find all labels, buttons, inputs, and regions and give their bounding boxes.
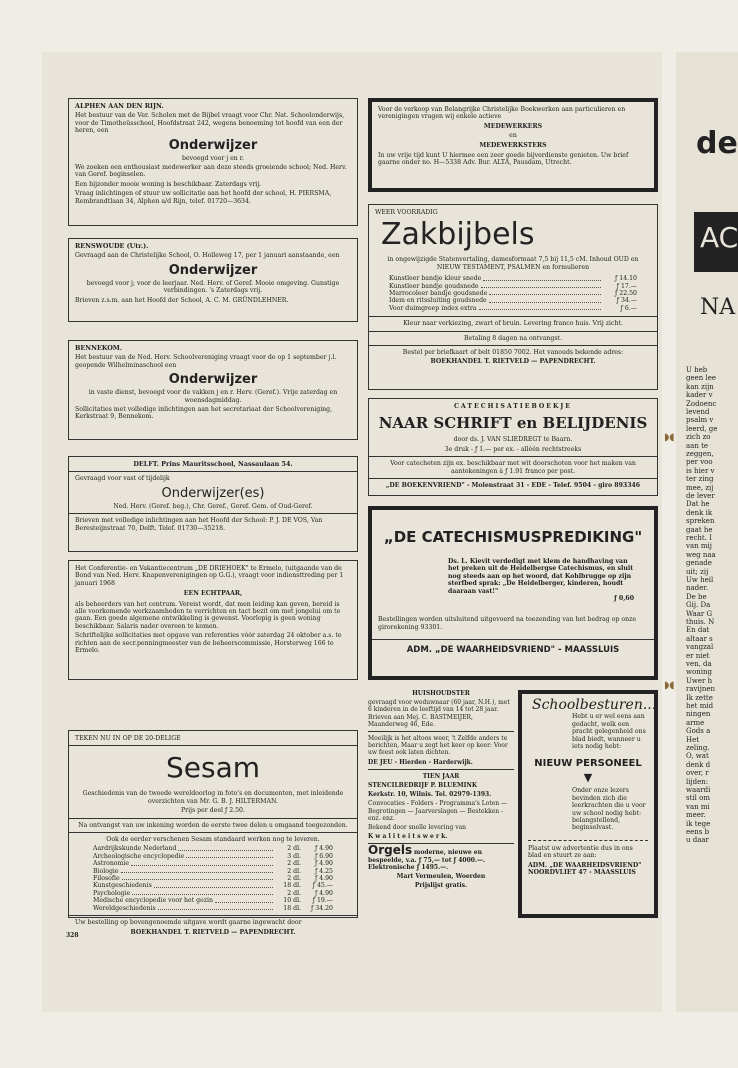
next-page-line: ningen — [686, 710, 711, 719]
ad-top: TEKEN NU IN OP DE 20-DELIGE — [75, 735, 181, 742]
ad-title: „DE CATECHISMUSPREDIKING" — [383, 528, 643, 546]
sesam-list — [93, 845, 333, 912]
ad-intro: Voor de verkoop van Belangrijke Christelijke Boekwerken aan particulieren en verenigingen vragen wij enkele actieve — [378, 106, 626, 121]
next-page-line: psalm v — [686, 416, 714, 425]
ad-address: Kerkstr. 10, Wilnis. Tel. 02979-1393. — [368, 791, 492, 799]
next-page-line: mee, zij — [686, 483, 714, 492]
ad-pay: Betaling 8 dagen na ontvangst. — [464, 334, 562, 342]
ad-title: HUISHOUDSTER — [412, 690, 470, 697]
next-page-line: denk ik — [686, 508, 713, 517]
ad-sub: in vaste dienst, bevoegd voor de vakken j en r. Herv. (Geref.). Vrije zaterdag en woensdagmiddag. — [88, 389, 338, 404]
item-vol: 10 dl. — [283, 897, 302, 905]
item-price: ƒ 19.— — [312, 897, 333, 905]
item-name: Kunstleer bandje goudsnede — [389, 282, 479, 290]
zak-list — [389, 275, 637, 312]
item-vol: 2 dl. — [287, 875, 302, 883]
ad-script: Schoolbesturen... — [532, 697, 657, 713]
ad-footer: Plaatst uw advertentie dus in ons blad en stuurt ze aan: — [528, 844, 633, 860]
sesam-item — [93, 860, 333, 867]
item-vol: 2 dl. — [287, 860, 302, 868]
next-page-line: uit; zij — [686, 567, 709, 576]
next-page-line: Gij. Da — [686, 601, 711, 610]
ad-desc: Geschiedenis van de tweede wereldoorlog in foto's en documenten, met inleidende overzichten van Mr. G. B. J. HILTERMAN. — [82, 790, 344, 805]
next-page-line: Waar G — [686, 609, 713, 618]
next-page-line: denk d — [686, 760, 711, 769]
ad-schoolbesturen — [518, 690, 658, 918]
next-page-line: altaar s — [686, 634, 713, 643]
ad-body: Een bijzonder mooie woning is beschikbaar. Zaterdags vrij. — [75, 180, 262, 188]
ad-order: Bestellingen worden uitsluitend uitgevoerd na toezending van het bedrag op onze girorekening 93301. — [378, 616, 637, 631]
item-price: ƒ 6.— — [620, 304, 637, 312]
item-vol: 2 dl. — [287, 889, 302, 897]
item-name: Kunstleer bandje kleur snede — [389, 275, 482, 283]
next-page-line: eens b — [686, 828, 710, 836]
next-page-line: thuis. N — [686, 618, 715, 626]
item-price: ƒ 14.10 — [615, 275, 637, 283]
item-name: Psychologie — [93, 889, 131, 897]
ad-body: moderne, nieuwe en bespeelde, v.a. ƒ 75,— tot ƒ 4000.—. Elektronische ƒ 1495.—. — [368, 849, 486, 871]
ad-zakbijbels — [368, 204, 658, 390]
ad-body: Convocaties - Folders - Programma's Loten — Begrotingen — Jaarverslagen — Bestekken - enz. enz. — [368, 800, 508, 822]
next-page-line: aan te — [686, 441, 709, 450]
ad-catechismusprediking — [368, 506, 658, 680]
ad-title: NIEUW PERSONEEL — [534, 758, 642, 770]
next-page-line: over, r — [686, 769, 709, 778]
ad-publisher: ADM. „DE WAARHEIDSVRIEND" NOORDVLIET 47 - MAASSLUIS — [528, 861, 642, 877]
next-page-line: ravijnen — [686, 685, 716, 694]
ad-body: Ds. L. Kievit verdedigt met klem de handhaving van het preken uit de Heidelbergse Catechismus, en sluit nog steeds aan op het woord, dat Kohlbrugge op zijn sterfbed sprak: „De Heidelberger, kinderen, houdt daaraan vast!" — [448, 558, 634, 595]
zak-item — [389, 297, 637, 304]
ad-sign: Mart Vermeulen, Woerden — [396, 873, 486, 881]
ad-body: In uw vrije tijd kunt U hiermee een zeer goede bijverdienste genieten. Uw brief gaarne onder no. H—5338 Adv. Bur. ALTA, Pausdam, Utrecht. — [378, 152, 629, 167]
ad-title: EEN ECHTPAAR, — [183, 590, 243, 598]
item-price: ƒ 4.90 — [314, 875, 333, 883]
next-page-line: weg naa — [686, 550, 716, 559]
sesam-item — [93, 875, 333, 882]
binding-mark-icon: ◗◖ — [664, 432, 675, 443]
ad-location: BENNEKOM. — [75, 344, 123, 352]
ad-title: Onderwijzer(es) — [161, 485, 265, 501]
next-page-line: is hier v — [686, 466, 715, 475]
next-page-line: zeling. — [686, 744, 710, 752]
ad-renswoude — [68, 238, 358, 322]
next-page-line: Ik zette — [686, 693, 713, 702]
next-page-title: NA — [700, 295, 736, 320]
ad-author: door ds. J. VAN SLIEDREGT te Baarn. — [453, 436, 573, 444]
ad-title: Onderwijzer — [168, 372, 258, 388]
item-name: Idem en ritssluiting goudsnede — [389, 297, 487, 305]
next-page-box-text: AC — [700, 221, 738, 254]
ad-tag: K w a l i t e i t s w e r k. — [368, 833, 448, 841]
ad-title: NAAR SCHRIFT en BELIJDENIS — [378, 414, 648, 433]
ad-intro: Het bestuur van de Ver. Scholen met de Bijbel vraagt voor Chr. Nat. Schoolonderwijs, voor de Timotheüsschool, Hoofdstraat 242, wegens benoeming tot hoofd van een der heren, een — [75, 112, 345, 135]
ad-publisher: BOEKHANDEL T. RIETVELD — PAPENDRECHT. — [130, 928, 296, 936]
sesam-item — [93, 868, 333, 875]
item-name: Marrocoleer bandje goudsnede — [389, 290, 488, 298]
zak-item — [389, 290, 637, 297]
next-page-line: Uw heil — [686, 576, 714, 584]
ad-title: Orgels — [368, 843, 413, 858]
next-page-line: En dat — [686, 626, 710, 635]
sesam-item — [93, 897, 333, 904]
next-page-line: lijden: — [686, 777, 709, 786]
ad-delft — [68, 456, 358, 552]
ad-top: CATECHISATIEBOEKJE — [454, 403, 572, 410]
next-page-line: arme — [686, 718, 705, 727]
item-price: ƒ 45.— — [312, 882, 333, 890]
ad-colors: Kleur naar verkiezing, zwart of bruin. Levering franco huis. Vrij zicht. — [403, 320, 623, 328]
ad-body: Onder onze lezers bevinden zich die leerkrachten die u voor uw school nodig hebt: belangstellend, beginselvast. — [572, 787, 646, 832]
ad-line: MEDEWERKERS — [483, 122, 543, 130]
ad-body: Schriftelijke sollicitaties met opgave van referenties vóór zaterdag 24 oktober a.s. te richten aan de secr.penningmeester van de beheerscommissie, Horsterweg 166 te Ermelo. — [75, 632, 342, 655]
ad-body: Brieven met volledige inlichtingen aan het Hoofd der School: P. J. DE VOS, Van Beresteijnstraat 70, Delft. Telef. 01730—35218. — [75, 517, 323, 532]
next-page-line: De be — [686, 592, 707, 601]
ad-body: We zoeken een enthousiast medewerker aan deze steeds groeiende school; Ned. Herv. van Geref. beginselen. — [75, 164, 347, 179]
item-price: ƒ 17.— — [616, 282, 637, 290]
ad-price: ƒ 0,60 — [614, 595, 634, 603]
sesam-item — [93, 905, 333, 912]
sesam-item — [93, 845, 333, 852]
item-vol: 18 dl. — [283, 904, 302, 912]
ad-note: Na ontvangst van uw inkening worden de eerste twee delen u omgaand toegezonden. — [78, 821, 348, 829]
ad-body: Vraag inlichtingen of stuur uw sollicitatie aan het hoofd der school, H. PIERSMA, Rembrandtlaan 34, Alphen a/d Rijn, telef. 01720—3634. — [75, 190, 332, 205]
next-page-line: woning — [686, 668, 712, 677]
ad-body: Voor catecheten zijn ex. beschikbaar met wit doorschoten voor het maken van aantekeningen à ƒ 1.91 franco per post. — [390, 460, 636, 475]
item-name: Archeologische encyclopedie — [93, 852, 185, 860]
ad-location: ALPHEN AAN DEN RIJN. — [75, 102, 164, 110]
ad-title: Sesam — [165, 751, 261, 785]
ad-line: MEDEWERKSTERS — [479, 141, 547, 149]
next-page-line: O, wat — [686, 752, 709, 761]
zak-item — [389, 283, 637, 290]
ad-sub: Ned. Herv. (Geref. beg.), Chr. Geref., Geref. Gem. of Oud-Geref. — [113, 502, 313, 510]
ad-note: Prijslijst gratis. — [414, 882, 468, 890]
item-name: Filosofie — [93, 875, 120, 883]
ad-location: DELFT. Prins Mauritsschool, Nassaulaan 54. — [133, 460, 293, 468]
item-vol: 18 dl. — [283, 882, 302, 890]
sesam-item — [93, 853, 333, 860]
ad-title: Onderwijzer — [168, 262, 258, 278]
item-price: ƒ 34.— — [616, 297, 637, 305]
next-page-line: u daar — [686, 836, 709, 845]
item-name: Biologie — [93, 867, 119, 875]
ad-edition: 3e druk - ƒ 1.— per ex. - alléén rechtstreeks — [444, 445, 582, 453]
next-page-line: nader. — [686, 584, 709, 593]
next-page-line: vangzal — [686, 643, 714, 652]
item-price: ƒ 4.90 — [314, 860, 333, 868]
binding-mark-icon: ◗◖ — [664, 680, 675, 691]
next-page-line: recht. I — [686, 534, 712, 542]
item-name: Voor duimgreep index extra — [389, 304, 477, 312]
ad-intro: Het bestuur van de Ned. Herv. Schoolvereniging vraagt voor de op 1 september j.l. geopende Wilhelminaschool een — [75, 354, 337, 369]
item-name: Wereldgeschiedenis — [93, 904, 156, 912]
ad-company: STENCILBEDRIJF P. BLUEMINK — [368, 782, 478, 790]
next-page-line: er niet — [686, 651, 710, 660]
next-page-line: spreken — [686, 517, 715, 526]
item-vol: 2 dl. — [287, 867, 302, 875]
next-page-line: Gods a — [686, 727, 711, 736]
ad-bennekom — [68, 340, 358, 440]
next-page-line: stil om — [686, 794, 710, 803]
next-page-line: waardi — [686, 786, 711, 794]
ad-order: Uw bestelling op bovengenoemde uitgave wordt gaarne ingewacht door — [75, 919, 302, 927]
ad-tag: Bekend door snelle levering van — [368, 824, 467, 832]
next-page-line: ik tege — [686, 819, 711, 828]
page-number: 328 — [66, 932, 79, 939]
ad-sign: DE JEU - Hierden - Harderwijk. — [368, 758, 473, 766]
ad-sub: bevoegd voor j en r. — [181, 154, 244, 162]
ad-body: Moeilijk is het altoos weer, 't Zelfde anders te berichten, Maar u zegt het keer op keer: Voor uw feest ook laten dichten. — [368, 735, 508, 757]
next-page-line: gaat he — [686, 525, 713, 534]
ad-title: TIEN JAAR — [422, 772, 460, 780]
item-price: ƒ 4.25 — [314, 867, 333, 875]
next-page-line: Het — [686, 735, 700, 744]
ad-publisher: „DE BOEKENVRIEND" - Molenstraat 31 - EDE - Telef. 9504 - giro 893346 — [385, 482, 641, 490]
ad-note2: Ook de eerder verschenen Sesam standaard werken nog te leveren. — [106, 836, 320, 844]
item-vol: 3 dl. — [287, 852, 302, 860]
ad-body: als beheerders van het centrum. Vereist wordt, dat men leiding kan geven, bereid is alle voorkomende werkzaamheden te verrichten en tact bezit om met jongelui om te gaan. Een goede algemene ontwikkeling is gewenst. Voorlopig is geen woning beschikbaar. Salaris nader overeen te komen. — [75, 600, 341, 630]
ad-top: WEER VOORRADIG — [375, 209, 438, 216]
ad-body: gevraagd voor weduwnaar (60 jaar, N.H.), met 6 kinderen in de leeftijd van 14 tot 28 jaar. Brieven aan Mej. C. BASTMEIJER, Maanderweg 46, Ede. — [368, 699, 510, 728]
next-page-line: Uwer h — [686, 676, 713, 685]
small-ads-column — [368, 690, 514, 920]
next-page-line: van mij — [686, 542, 712, 551]
ad-intro: Het Conferentie- en Vakantiecentrum „DE DRIEHOEK" te Ermelo, (uitgaande van de Bond van Ned. Herv. Knapenverenigingen op G.G.), vraagt voor indiensttreding per 1 januari 1968 — [75, 565, 344, 587]
next-page-line: ter zing — [686, 475, 714, 484]
ad-body: Sollicitaties met volledige inlichtingen aan het secretariaat der Schoolvereniging, Kerkstraat 9, Bennekom. — [75, 406, 333, 421]
ad-alphen — [68, 98, 358, 226]
next-page-line: van mi — [686, 802, 710, 811]
arrow-down-icon: ▼ — [583, 771, 593, 785]
next-page-line: meer. — [686, 811, 706, 820]
next-page-line: zeggen, — [686, 450, 714, 458]
ad-intro: Gevraagd aan de Christelijke School, O. Holleweg 17, per 1 januari aanstaande, een — [75, 252, 340, 260]
next-page-line: per voo — [686, 458, 713, 467]
item-name: Astronomie — [93, 860, 130, 868]
next-page-line: het mid — [686, 702, 714, 710]
next-page-line: zich zo — [686, 433, 711, 442]
ad-body: Hebt u er wel eens aan gedacht, welk een pracht gelegenheid ons blad biedt, wanneer u iets nodig hebt: — [572, 713, 646, 751]
next-page-line: de lever — [686, 492, 715, 500]
ad-sub: bevoegd voor j; voor de leerjaar. Ned. Herv. of Geref. Mooie omgeving. Gunstige verbindingen. 's Zaterdags vrij. — [86, 279, 340, 295]
ad-catechisatie — [368, 398, 658, 496]
item-name: Aardrijkskunde Nederland — [93, 845, 177, 853]
item-name: Kunstgeschiedenis — [93, 882, 152, 890]
next-page-line: Dat he — [686, 500, 710, 509]
ad-body: Brieven z.s.m. aan het Hoofd der School, A. C. M. GRÜNDLEHNER. — [75, 296, 289, 304]
next-page-line: Zodoenc — [686, 399, 717, 408]
ad-intro: Gevraagd voor vast of tijdelijk — [75, 475, 170, 483]
next-page-line: leerd, ge — [686, 424, 718, 433]
ad-title: Zakbijbels — [381, 217, 535, 253]
ad-order: Bestel per briefkaart of belt 01850 7002. Het vanouds bekende adres: — [402, 349, 624, 357]
ad-title: Onderwijzer — [168, 137, 258, 153]
next-page-line: U heb — [686, 366, 708, 374]
ad-desc: in ongewijzigde Statenvertaling, damesformaat 7,5 bij 11,5 cM. Inhoud OUD en NIEUW TESTAMENT, PSALMEN en formulieren — [387, 256, 639, 271]
ad-driehoek — [68, 560, 358, 680]
next-page-line: kan zijn — [686, 382, 714, 391]
next-page-line: ven, da — [686, 660, 712, 668]
item-vol: 2 dl. — [287, 845, 302, 853]
item-price: ƒ 4.90 — [314, 845, 333, 853]
ad-location: RENSWOUDE (Utr.). — [75, 242, 149, 250]
next-page-headline: de — [696, 126, 738, 161]
item-name: Medische encyclopedie voor het gezin — [93, 897, 213, 905]
next-page-line: kader v — [686, 391, 713, 400]
item-price: ƒ 22.50 — [615, 290, 637, 298]
item-price: ƒ 6.90 — [314, 852, 333, 860]
ad-sesam — [68, 730, 358, 936]
ad-line: en — [509, 132, 517, 140]
item-price: ƒ 34.20 — [311, 904, 333, 912]
zak-item — [389, 305, 637, 312]
ad-price: Prijs per deel ƒ 2.50. — [181, 807, 245, 815]
ad-medewerkers — [368, 98, 658, 192]
item-price: ƒ 4.90 — [314, 889, 333, 897]
zak-item — [389, 275, 637, 282]
next-page-line: geen lee — [686, 374, 717, 383]
ad-publisher: BOEKHANDEL T. RIETVELD — PAPENDRECHT. — [430, 358, 596, 366]
next-page-line: genade — [686, 559, 712, 568]
ad-publisher: ADM. „DE WAARHEIDSVRIEND" - MAASSLUIS — [406, 645, 620, 656]
next-page-line: levend — [686, 408, 710, 416]
sesam-item — [93, 882, 333, 889]
sesam-item — [93, 890, 333, 897]
